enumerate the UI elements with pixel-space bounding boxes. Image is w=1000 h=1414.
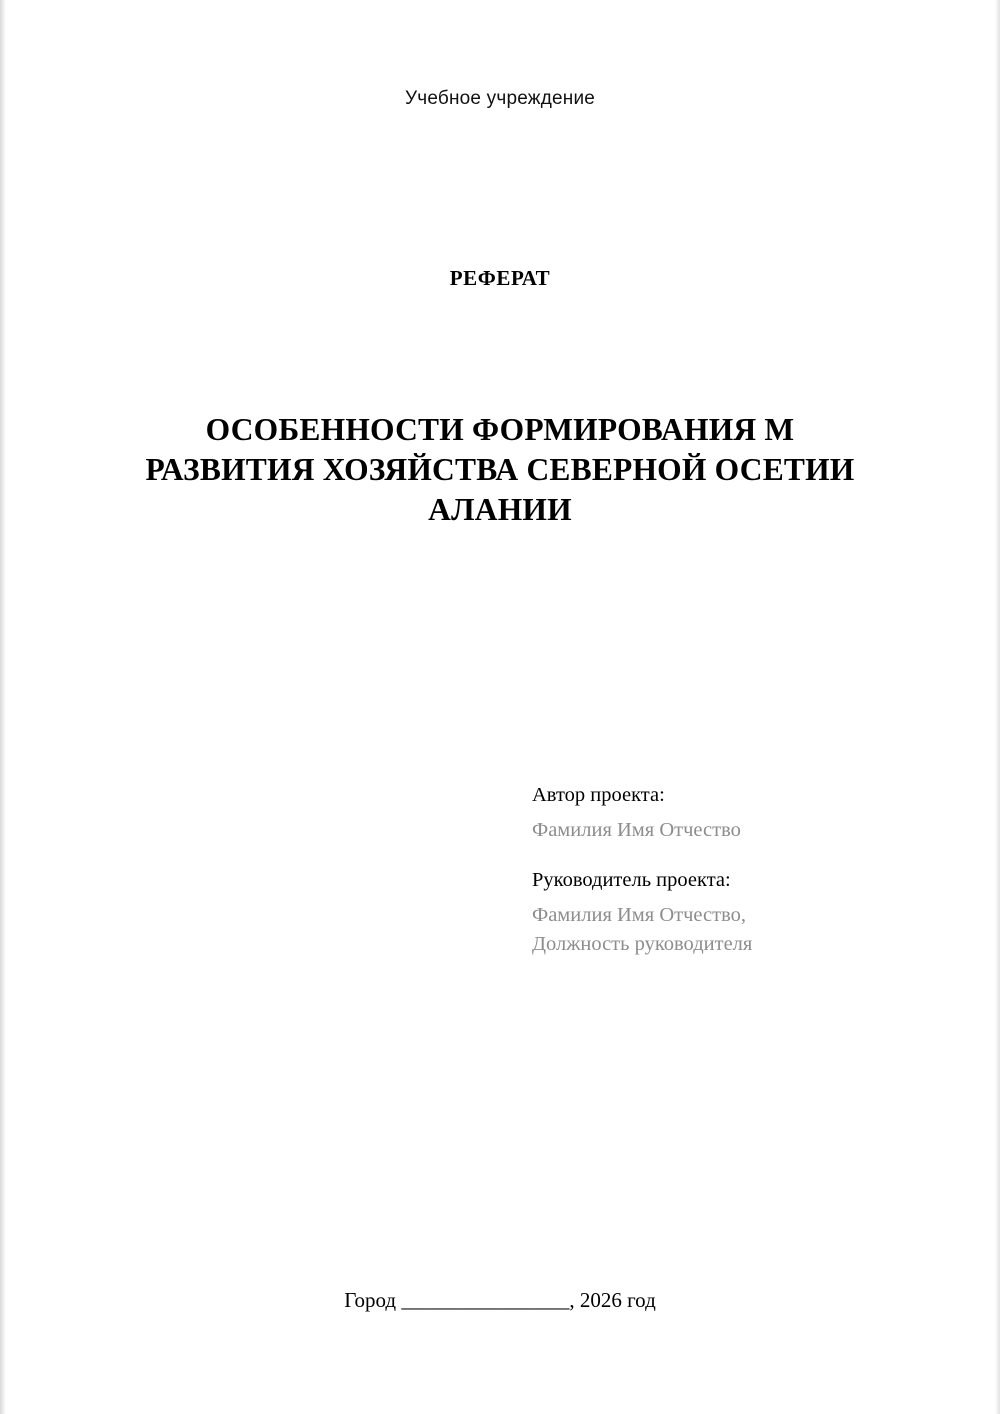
institution-name: Учебное учреждение: [404, 88, 596, 109]
credits-block: [532, 785, 932, 985]
author-label: Автор проекта:: [532, 784, 665, 806]
author-value: Фамилия Имя Отчество: [532, 818, 741, 841]
document-type: РЕФЕРАТ: [449, 266, 551, 290]
supervisor-label: Руководитель проекта:: [532, 869, 731, 891]
page-title: ОСОБЕННОСТИ ФОРМИРОВАНИЯ М РАЗВИТИЯ ХОЗЯЙСТВА СЕВЕРНОЙ ОСЕТИИ АЛАНИИ: [145, 412, 855, 527]
author-block: [532, 785, 932, 840]
supervisor-name-value: Фамилия Имя Отчество,: [532, 903, 746, 926]
city-year-footer: Город ________________, 2026 год: [344, 1288, 656, 1312]
supervisor-block: [532, 870, 932, 955]
supervisor-position-value: Должность руководителя: [532, 933, 753, 955]
